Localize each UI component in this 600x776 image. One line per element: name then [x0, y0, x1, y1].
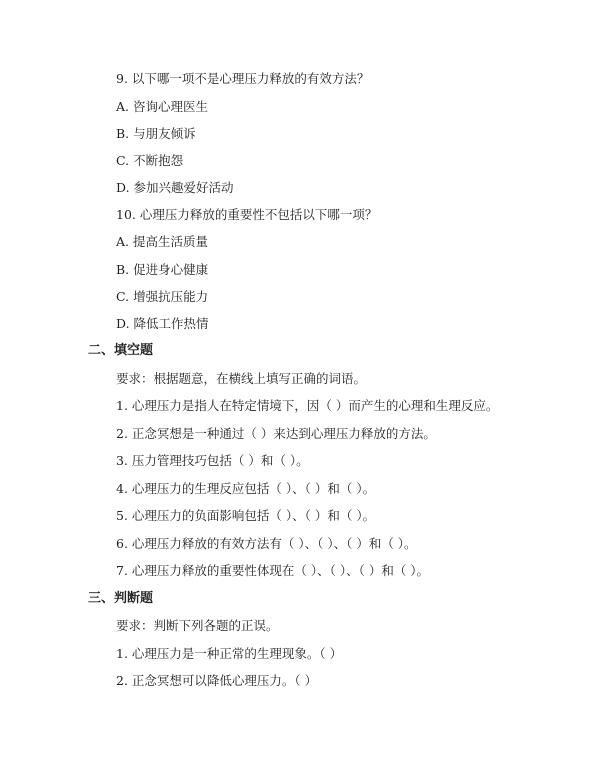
- true-false-item-1: 1. 心理压力是一种正常的生理现象。（ ）: [116, 646, 343, 661]
- true-false-requirement: 要求：判断下列各题的正误。: [116, 618, 279, 633]
- section-heading-true-false: 三、判断题: [88, 591, 154, 606]
- true-false-item-2: 2. 正念冥想可以降低心理压力。（ ）: [116, 673, 318, 688]
- fill-in-item-5: 5. 心理压力的负面影响包括（ ）、（ ）和（ ）。: [116, 508, 376, 523]
- question-9-option-b: B. 与朋友倾诉: [116, 126, 196, 141]
- fill-in-requirement: 要求：根据题意，在横线上填写正确的词语。: [116, 371, 367, 386]
- section-heading-fill-in: 二、填空题: [88, 343, 154, 358]
- question-10-stem: 10. 心理压力释放的重要性不包括以下哪一项？: [116, 207, 378, 222]
- question-10-option-b: B. 促进身心健康: [116, 262, 209, 277]
- fill-in-item-2: 2. 正念冥想是一种通过（ ）来达到心理压力释放的方法。: [116, 426, 436, 441]
- fill-in-item-7: 7. 心理压力释放的重要性体现在（ ）、（ ）、（ ）和（ ）。: [116, 563, 430, 578]
- fill-in-item-3: 3. 压力管理技巧包括（ ）和（ ）。: [116, 453, 309, 468]
- question-9-option-d: D. 参加兴趣爱好活动: [116, 180, 234, 195]
- fill-in-item-4: 4. 心理压力的生理反应包括（ ）、（ ）和（ ）。: [116, 481, 376, 496]
- fill-in-item-1: 1. 心理压力是指人在特定情境下，因（ ）而产生的心理和生理反应。: [116, 398, 499, 413]
- question-10-option-a: A. 提高生活质量: [116, 234, 208, 249]
- question-9-stem: 9. 以下哪一项不是心理压力释放的有效方法？: [116, 71, 370, 86]
- question-9-option-c: C. 不断抱怨: [116, 153, 184, 168]
- fill-in-item-6: 6. 心理压力释放的有效方法有（ ）、（ ）、（ ）和（ ）。: [116, 536, 417, 551]
- question-9-option-a: A. 咨询心理医生: [116, 99, 208, 114]
- question-10-option-d: D. 降低工作热情: [116, 316, 209, 331]
- question-10-option-c: C. 增强抗压能力: [116, 289, 209, 304]
